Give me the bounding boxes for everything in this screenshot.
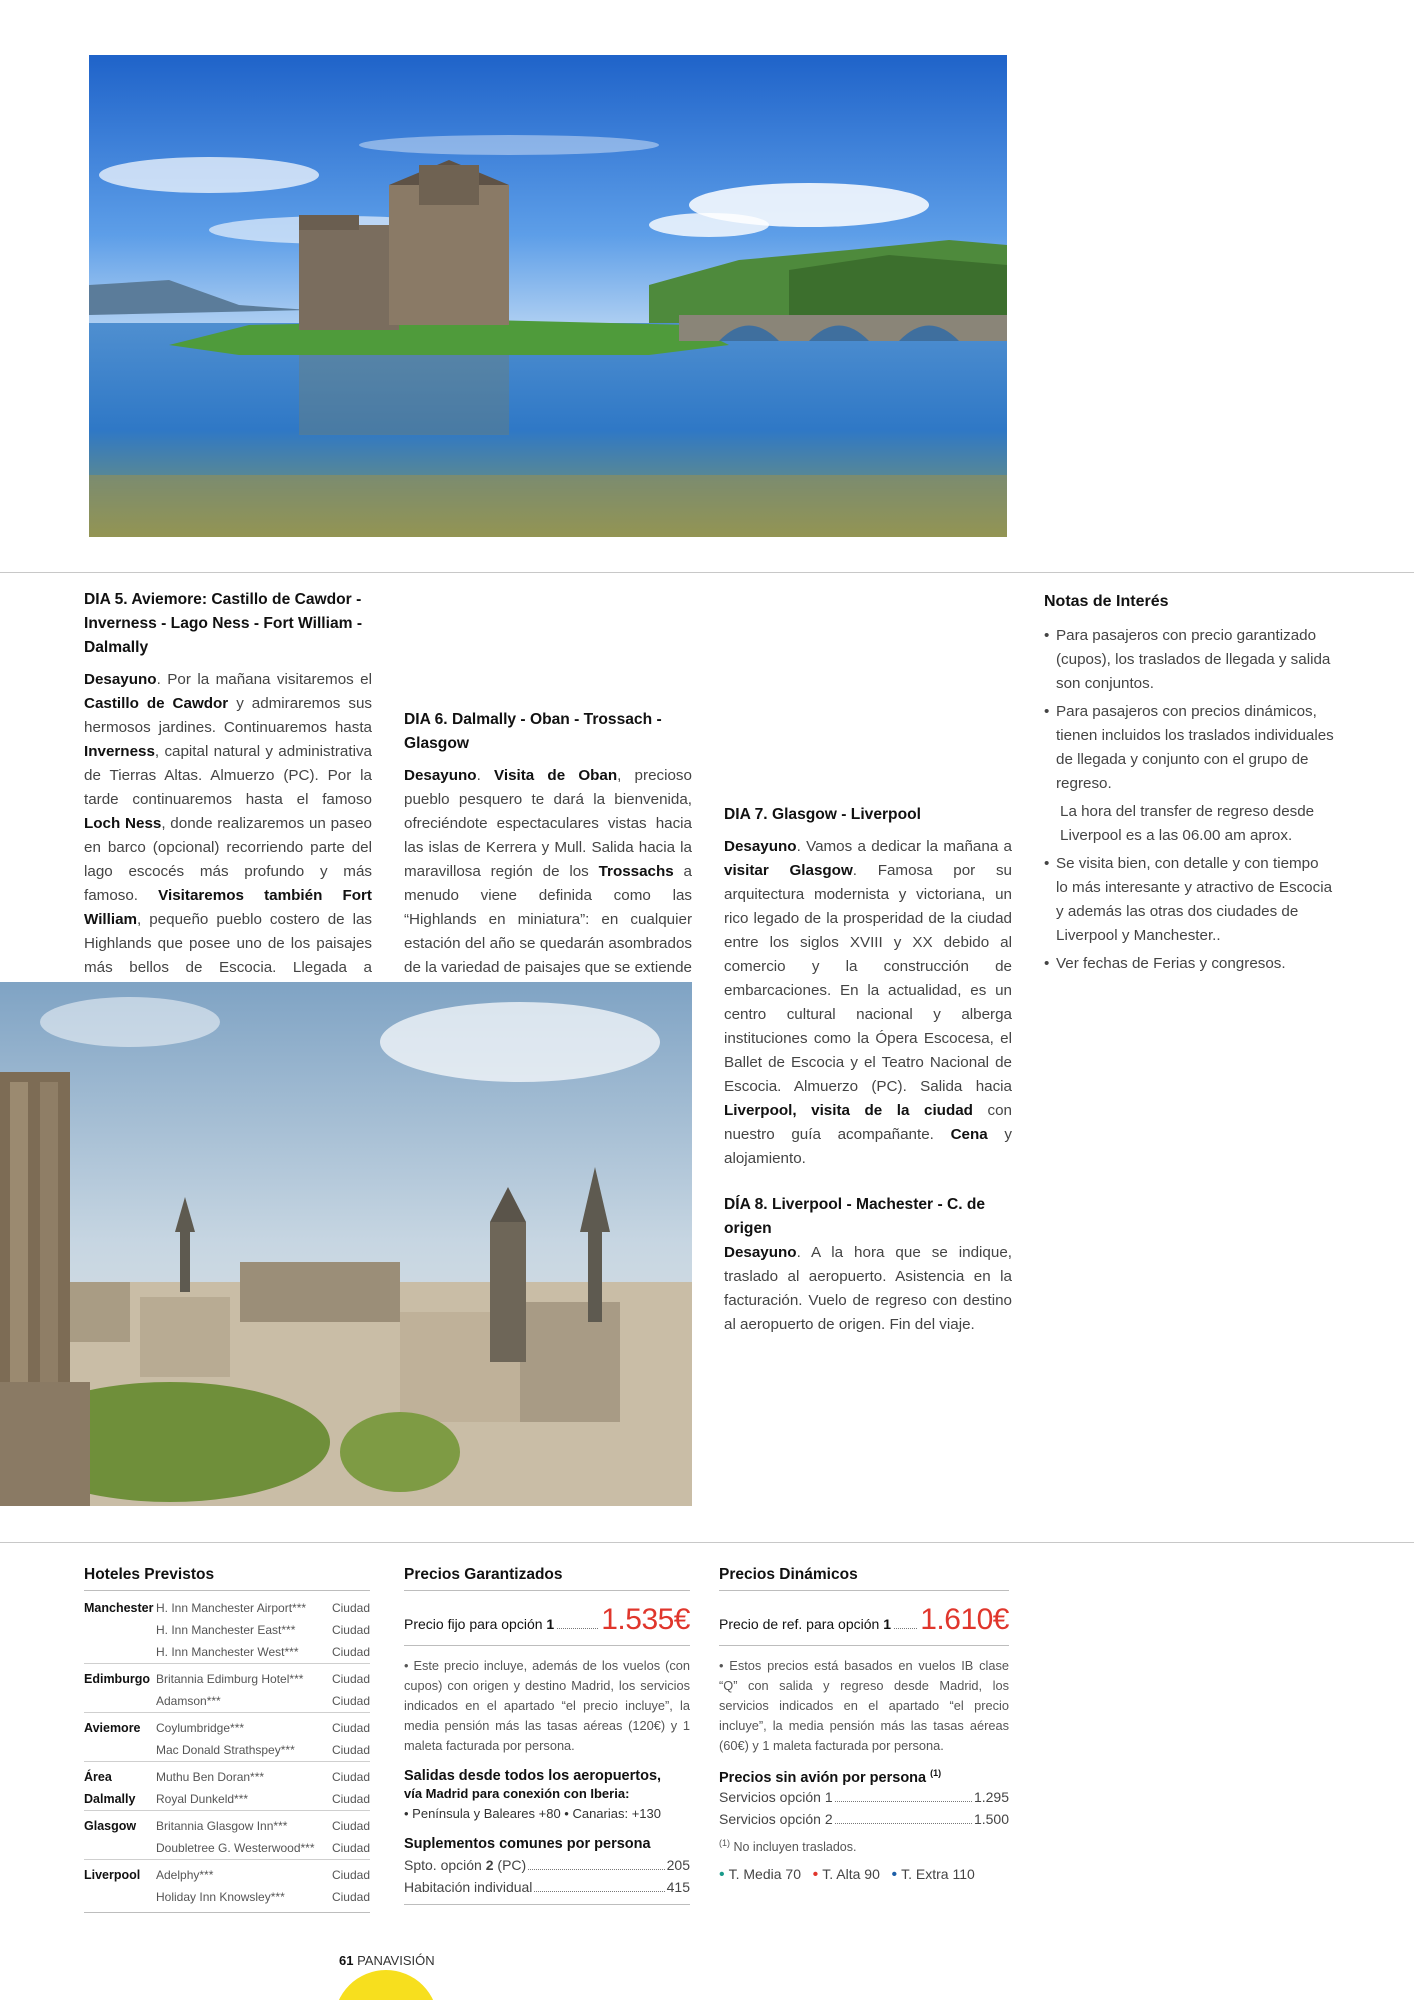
- hotel-name: Adelphy***: [156, 1860, 326, 1887]
- castle-lake-photo: [89, 55, 1007, 537]
- dot-icon: •: [891, 1865, 898, 1883]
- hotel-name: Holiday Inn Knowsley***: [156, 1890, 285, 1904]
- day6-title: DIA 6. Dalmally - Oban - Trossach - Glasgow: [404, 711, 662, 752]
- hotel-name: Royal Dunkeld***: [156, 1792, 249, 1806]
- hotel-city: Edimburgo: [84, 1664, 156, 1691]
- hotel-city: [84, 1739, 156, 1762]
- note-item: • Ver fechas de Ferias y congresos.: [1044, 952, 1334, 976]
- day7-title: DIA 7. Glasgow - Liverpool: [724, 806, 921, 823]
- hotel-category: Ciudad: [331, 1743, 370, 1757]
- guaranteed-price-row: Precio fijo para opción 1 1.535€: [404, 1603, 690, 1636]
- hotel-row: [84, 1713, 370, 1740]
- dot-icon: •: [812, 1865, 819, 1883]
- hotel-name: H. Inn Manchester Airport***: [156, 1601, 307, 1615]
- guaranteed-title: Precios Garantizados: [404, 1566, 690, 1591]
- note-item: • Se visita bien, con detalle y con tiempo lo más interesante y atractivo de Escocia y además las otras dos ciudades de Liverpool y Manchester..: [1044, 852, 1334, 948]
- no-flight-row: Servicios opción 1 1.295: [719, 1788, 1009, 1805]
- hotel-row: [84, 1788, 370, 1811]
- day8-text: Desayuno. A la hora que se indique, traslado al aeropuerto. Asistencia en la facturación. Vuelo de regreso con destino al aeropuerto de origen. Fin del viaje.: [724, 1244, 1012, 1333]
- departures-title: Salidas desde todos los aeropuertos,: [404, 1768, 662, 1784]
- day5-title: DIA 5. Aviemore: Castillo de Cawdor - Inverness - Lago Ness - Fort William - Dalmally: [84, 591, 363, 656]
- hotel-row: [84, 1619, 370, 1641]
- hotel-row: [84, 1739, 370, 1762]
- season-legend: [719, 1866, 1009, 1884]
- hotel-row: [84, 1597, 370, 1619]
- hotels-title: Hoteles Previstos: [84, 1566, 370, 1591]
- hotel-row: [84, 1886, 370, 1908]
- hotel-city: Área: [84, 1762, 156, 1789]
- note-item: • Para pasajeros con precio garantizado (cupos), los traslados de llegada y salida son conjuntos.: [1044, 624, 1334, 696]
- hotel-name: Britannia Edimburg Hotel***: [156, 1664, 326, 1691]
- hotels-table: [84, 1597, 370, 1908]
- hotel-category: Ciudad: [331, 1601, 370, 1615]
- departures-subtitle: vía Madrid para conexión con Iberia:: [404, 1786, 630, 1801]
- dot-icon: •: [719, 1865, 725, 1883]
- hotel-category: Ciudad: [331, 1623, 370, 1637]
- hotel-category: Ciudad: [326, 1713, 370, 1740]
- dynamic-description: • Estos precios está basados en vuelos IB clase “Q” con salida y regreso desde Madrid, los servicios indicados en el apartado “el precio incluye”, la media pensión más las tasas aéreas (60€) y 1 maleta facturada por persona.: [719, 1658, 1009, 1753]
- hotel-city: Aviemore: [84, 1713, 156, 1740]
- day8-title: DÍA 8. Liverpool - Machester - C. de origen: [724, 1196, 986, 1237]
- hotel-city: [84, 1837, 156, 1860]
- itinerary-column-1: [84, 588, 372, 1004]
- dynamic-price-row: Precio de ref. para opción 1 1.610€: [719, 1603, 1009, 1636]
- supplement-row: Habitación individual 415: [404, 1879, 690, 1895]
- hotel-row: [84, 1690, 370, 1713]
- dynamic-title: Precios Dinámicos: [719, 1566, 1009, 1591]
- season-item: • T. Media 70: [719, 1865, 801, 1883]
- day6-text: Desayuno. Visita de Oban, precioso pueblo pesquero te dará la bienvenida, ofreciéndote espectaculares vistas hacia las islas de Kerrera y Mull. Salida hacia la maravillosa región de los Trossachs a menudo viene definida como las “Highlands en miniatura”: en cualquier estación del año se quedarán asombrados de la variedad de paisajes que se extiende: [404, 767, 692, 976]
- season-item: • T. Alta 90: [812, 1865, 880, 1883]
- hotel-name: Adamson***: [156, 1694, 221, 1708]
- hotel-name: H. Inn Manchester East***: [156, 1623, 296, 1637]
- hotel-city: Glasgow: [84, 1811, 156, 1838]
- guaranteed-description: • Este precio incluye, además de los vuelos (con cupos) con origen y destino Madrid, los servicios indicados en el apartado “el precio incluye”, la media pensión más las tasas aéreas (120€) y 1 maleta facturada por persona.: [404, 1658, 690, 1753]
- divider-bottom: [0, 1542, 1414, 1543]
- day5-text: Desayuno. Por la mañana visitaremos el Castillo de Cawdor y admiraremos sus hermosos jardines. Continuaremos hasta Inverness, capital natural y administrativa de Tierras Altas. Almuerzo (PC). Por la tarde continuaremos hasta el famoso Loch Ness, donde realizaremos un paseo en barco (opcional) recorriendo parte del lago escocés más profundo y más famoso. Visitaremos también Fort William, pequeño pueblo costero de las Highlands que posee uno de los paisajes más bellos de Escocia. Llegada a: [84, 671, 372, 976]
- page-number: 61 PANAVISIÓN: [339, 1953, 435, 1968]
- no-flight-row: Servicios opción 2 1.500: [719, 1810, 1009, 1827]
- decorative-circle: [334, 1970, 438, 2000]
- no-flight-title: Precios sin avión por persona $^{(1)}$: [719, 1768, 942, 1786]
- guaranteed-price: 1.535€: [601, 1603, 690, 1636]
- hotel-category: Ciudad: [326, 1664, 370, 1691]
- hotel-name: Britannia Glasgow Inn***: [156, 1811, 326, 1838]
- departures-line: • Península y Baleares +80 • Canarias: +130: [404, 1806, 661, 1821]
- hotel-city: Dalmally: [84, 1792, 136, 1806]
- hotel-row: [84, 1762, 370, 1789]
- hotel-city: Liverpool: [84, 1860, 156, 1887]
- note-item: • Para pasajeros con precios dinámicos, tienen incluidos los traslados individuales de llegada y conjunto con el grupo de regreso.: [1044, 700, 1334, 796]
- hotel-name: Muthu Ben Doran***: [156, 1762, 326, 1789]
- hotel-category: Ciudad: [331, 1645, 370, 1659]
- hotel-name: Doubletree G. Westerwood***: [156, 1841, 315, 1855]
- season-item: • T. Extra 110: [891, 1865, 975, 1883]
- hotel-row: [84, 1837, 370, 1860]
- hotel-category: Ciudad: [331, 1841, 370, 1855]
- dynamic-prices-section: [719, 1566, 1009, 1884]
- notes-title: Notas de Interés: [1044, 593, 1169, 610]
- hotel-category: Ciudad: [326, 1860, 370, 1887]
- itinerary-column-3: [724, 588, 1012, 1337]
- hotel-category: Ciudad: [331, 1890, 370, 1904]
- hotel-category: Ciudad: [326, 1811, 370, 1838]
- notes-column: [1044, 590, 1334, 980]
- hotel-city: [84, 1619, 156, 1641]
- hotel-name: Coylumbridge***: [156, 1713, 326, 1740]
- hotel-row: [84, 1664, 370, 1691]
- supplement-row: Spto. opción 2 (PC) 205: [404, 1857, 690, 1873]
- note-indent: La hora del transfer de regreso desde Liverpool es a las 06.00 am aprox.: [1060, 803, 1315, 844]
- hotel-row: [84, 1641, 370, 1664]
- hotels-section: [84, 1566, 370, 1913]
- hotel-category: Ciudad: [326, 1762, 370, 1789]
- dynamic-price: 1.610€: [920, 1603, 1009, 1636]
- hotel-row: [84, 1811, 370, 1838]
- hotel-city: Manchester: [84, 1601, 154, 1615]
- hotel-city: [84, 1641, 156, 1664]
- hotel-category: Ciudad: [331, 1792, 370, 1806]
- supplements-title: Suplementos comunes por persona: [404, 1836, 651, 1852]
- hotel-name: H. Inn Manchester West***: [156, 1645, 299, 1659]
- hotel-city: [84, 1690, 156, 1713]
- hotel-row: [84, 1860, 370, 1887]
- guaranteed-prices-section: [404, 1566, 690, 1905]
- hotel-name: Mac Donald Strathspey***: [156, 1743, 295, 1757]
- hotel-category: Ciudad: [331, 1694, 370, 1708]
- hotel-city: [84, 1886, 156, 1908]
- divider-top: [0, 572, 1414, 573]
- no-flight-footnote: $^{(1)}$ No incluyen traslados.: [719, 1837, 857, 1854]
- edinburgh-city-photo: [0, 982, 692, 1506]
- day7-text: Desayuno. Vamos a dedicar la mañana a visitar Glasgow. Famosa por su arquitectura modernista y victoriana, un rico legado de la prosperidad de la ciudad entre los siglos XVIII y XX debido al comercio y la construcción de embarcaciones. En la actualidad, es un centro cultural nacional y alberga instituciones como la Ópera Escocesa, el Ballet de Escocia y el Teatro Nacional de Escocia. Almuerzo (PC). Salida hacia Liverpool, visita de la ciudad con nuestro guía acompañante. Cena y alojamiento.: [724, 838, 1012, 1167]
